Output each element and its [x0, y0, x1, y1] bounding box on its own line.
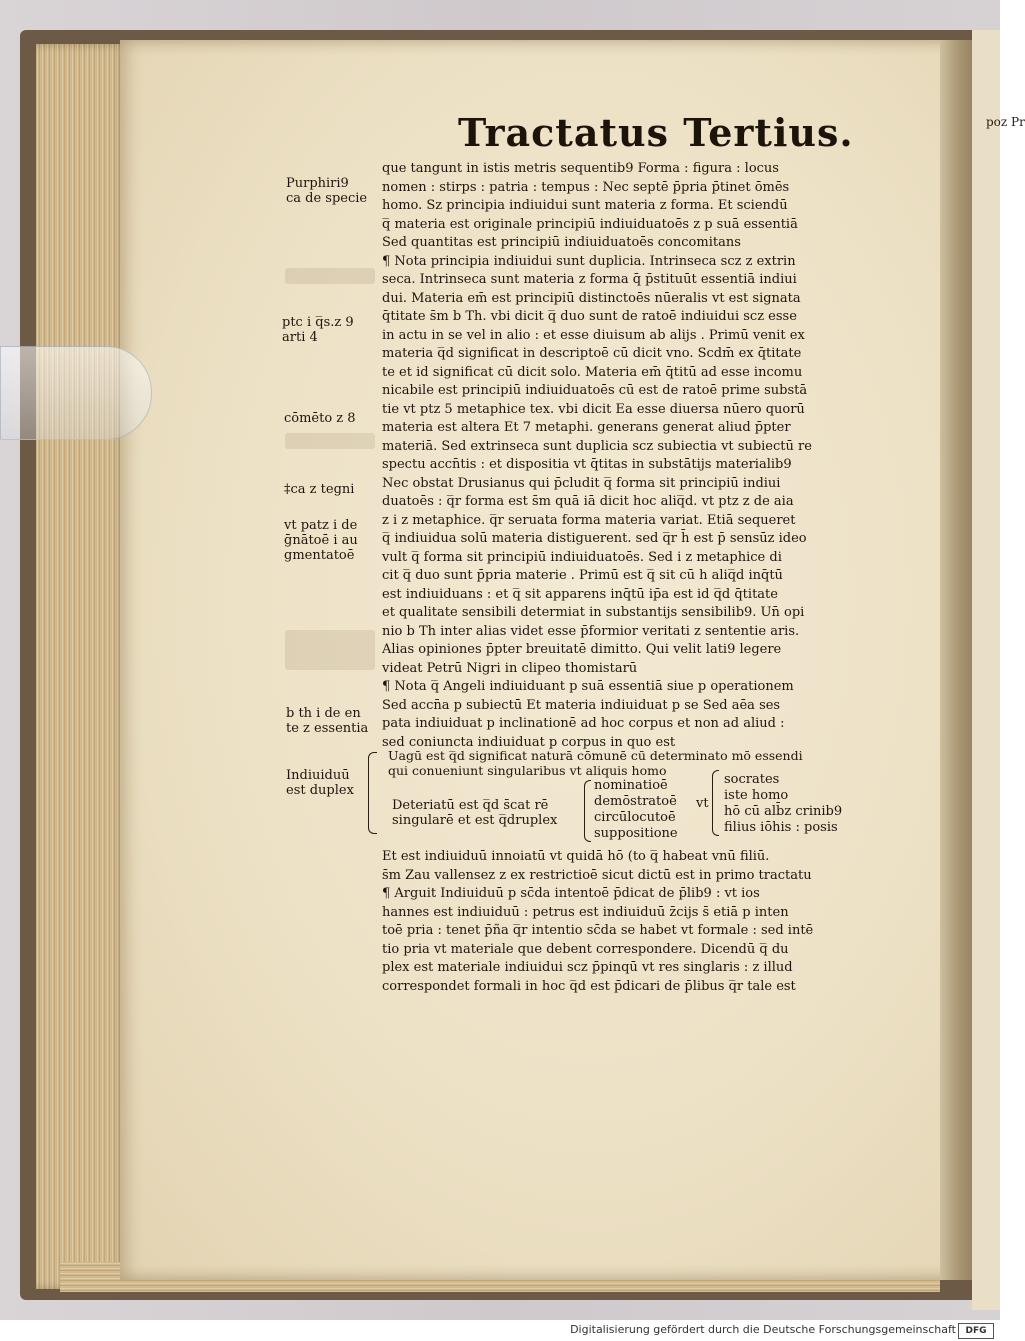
examples-list — [724, 772, 842, 836]
determinatum-definition — [392, 798, 557, 828]
text-line: q̄titate s̄m b Th. vbi dicit q̅ duo sunt de ratoē indiuidui scz esse — [382, 309, 797, 324]
modes-list — [594, 778, 678, 842]
text-line: tie vt ptz 5 metaphice tex. vbi dicit Ea esse diuersa nūero quorū — [382, 401, 805, 417]
text-line: q̅ materia est originale principiū indiuiduatoēs z p suā essentiā — [382, 216, 798, 232]
dfg-logo: DFG — [958, 1323, 994, 1339]
text-line: spectu accn̄tis : et dispositia vt q̄titas in substātijs materialib9 — [382, 457, 792, 472]
margin-note-line: Purphiri9 — [286, 176, 349, 191]
mode-item: suppositione — [594, 826, 678, 841]
bleed-through-mark — [285, 433, 375, 449]
determinatum-line: Deteriatū est q̅d s̄cat rē — [392, 798, 549, 813]
text-line: toē pria : tenet p̄ña q̅r intentio sc̄da se habet vt formale : sed intē — [382, 923, 814, 938]
text-line: materiā. Sed extrinseca sunt duplicia scz subiectia vt subiectū re — [382, 438, 812, 454]
text-line: pata indiuiduat p inclinationē ad hoc corpus et non ad aliud : — [382, 716, 785, 731]
text-line: z i z metaphice. q̅r seruata forma materia variat. Etiā sequeret — [382, 512, 796, 528]
text-line: correspondet formali in hoc q̅d est p̄dicari de p̄libus q̅r tale est — [382, 978, 796, 994]
margin-note-line: vt patz i de — [284, 518, 358, 533]
margin-note-5 — [284, 518, 358, 563]
bleed-through-mark — [285, 268, 375, 284]
example-item: filius iōhis : posis — [724, 820, 838, 835]
text-line: nomen : stirps : patria : tempus : Nec septē p̄pria p̄tinet ōmēs — [382, 179, 790, 195]
text-line: Et est indiuiduū innoiatū vt quidā hō (to q̅ habeat vnū filiū. — [382, 849, 770, 864]
text-line: videat Petrū Nigri in clipeo thomistarū — [382, 660, 638, 676]
determinatum-line: singularē et est q̅druplex — [392, 813, 558, 828]
text-line: et qualitate sensibili determiat in substantijs sensibilib9. Un̄ opi — [382, 605, 805, 620]
mode-item: nominatioē — [594, 778, 668, 793]
glass-page-weight — [0, 346, 152, 440]
division-diagram — [284, 748, 884, 848]
text-line: ¶ Nota principia indiuidui sunt duplicia. Intrinseca scz z extrin — [382, 253, 796, 269]
vagum-line: Uagū est q̅d significat naturā cōmunē cū determinato mō essendi — [388, 748, 803, 763]
text-line: q̅ indiuidua solū materia distiguerent. sed q̅r h̄ est p̄ sensūz ideo — [382, 531, 807, 546]
right-page-text: poz Pr — [986, 115, 1025, 129]
text-line: ¶ Arguit Indiuiduū p sc̄da intentoē p̄dicat de p̄lib9 : vt ios — [382, 886, 760, 901]
text-line: plex est materiale indiuidui scz p̄pinqū vt res singlaris : z illud — [382, 960, 793, 975]
margin-note-line: ca de specie — [286, 191, 368, 206]
text-line: homo. Sz principia indiuidui sunt materia z forma. Et sciendū — [382, 198, 788, 213]
margin-note-6 — [286, 706, 368, 736]
text-line: dui. Materia em̄ est principiū distinctoēs nūeralis vt est signata — [382, 290, 801, 306]
division-label-line: est duplex — [286, 783, 354, 798]
text-line: hannes est indiuiduū : petrus est indiuiduū z̄cijs s̄ etiā p inten — [382, 904, 789, 920]
text-line: Alias opiniones p̄pter breuitatē dimitto. Qui velit lati9 legere — [382, 642, 782, 657]
text-line: que tangunt in istis metris sequentib9 Forma : figura : locus — [382, 161, 779, 176]
margin-note-line: b th i de en — [286, 706, 361, 721]
text-line: sed coniuncta indiuiduat p corpus in quo est — [382, 734, 676, 750]
text-line: s̄m Zau vallensez z ex restrictioē sicut dictū est in primo tractatu — [382, 867, 812, 883]
page-title: Tractatus Tertius. — [458, 110, 854, 155]
modes-bracket — [584, 780, 591, 842]
text-line: Sed quantitas est principiū indiuiduatoēs concomitans — [382, 235, 741, 250]
text-line: est indiuiduans : et q̅ sit apparens inq̄tū ip̄a est id q̅d q̄titate — [382, 586, 778, 602]
margin-note-line: arti 4 — [282, 330, 318, 345]
page-edges-left — [36, 44, 128, 1289]
footer-bar — [0, 1320, 1000, 1341]
division-label-line: Indiuiduū — [286, 768, 350, 783]
bleed-through-mark — [285, 630, 375, 670]
text-line: ¶ Nota q̅ Angeli indiuiduant p suā essentiā siue p operationem — [382, 679, 794, 694]
text-line: in actu in se vel in alio : et esse diuisum ab alijs . Primū venit ex — [382, 327, 805, 343]
vt-word: vt — [696, 796, 709, 811]
division-label — [286, 768, 354, 798]
lower-text-column — [382, 848, 864, 996]
text-line: tio pria vt materiale que debent correspondere. Dicendū q̅ du — [382, 941, 789, 957]
mode-item: circūlocutoē — [594, 810, 676, 825]
division-bracket — [368, 752, 377, 834]
text-line: Nec obstat Drusianus qui p̄cludit q̅ forma sit principiū indiui — [382, 475, 781, 491]
text-line: nio b Th inter alias videt esse p̄formior veritati z sententie aris. — [382, 623, 800, 639]
example-item: iste homo — [724, 788, 789, 803]
text-line: materia est altera Et 7 metaphi. generans generat aliud p̄pter — [382, 420, 791, 435]
margin-note-1 — [286, 176, 367, 206]
text-line: Sed accn̄a p subiectū Et materia indiuiduat p se Sed aēa ses — [382, 697, 781, 713]
margin-note-line: ‡ca z tegni — [284, 482, 355, 497]
funding-credit: Digitalisierung gefördert durch die Deutsche Forschungsgemeinschaft — [570, 1323, 956, 1336]
mode-item: demōstratoē — [594, 794, 677, 809]
text-line: te et id significat cū dicit solo. Materia em̄ q̄titū ad esse incomu — [382, 364, 803, 380]
vagum-line: qui conueniunt singularibus vt aliquis homo — [388, 763, 667, 778]
margin-note-line: ḡnātoē i au — [284, 533, 358, 548]
example-item: hō cū alb̄z crinib9 — [724, 804, 843, 819]
text-line: nicabile est principiū indiuiduatoēs cū est de ratoē prime substā — [382, 383, 808, 398]
margin-note-2 — [282, 315, 354, 345]
main-text-column — [382, 160, 864, 752]
example-item: socrates — [724, 772, 780, 787]
text-line: duatoēs : q̅r forma est s̄m quā iā dicit hoc aliq̅d. vt ptz z de aia — [382, 494, 794, 509]
text-line: materia q̅d significat in descriptoē cū dicit vno. Scdm̄ ex q̄titate — [382, 346, 802, 361]
examples-bracket — [712, 770, 719, 836]
margin-note-line: cōmēto z 8 — [284, 411, 356, 426]
margin-note-line: ptc i q̅s.z 9 — [282, 315, 354, 330]
margin-note-line: te z essentia — [286, 721, 369, 736]
margin-note-4 — [284, 482, 354, 497]
text-line: seca. Intrinseca sunt materia z forma q̄ p̄stituūt essentiā indiui — [382, 272, 797, 287]
margin-note-line: gmentatoē — [284, 548, 355, 563]
text-line: cit q̅ duo sunt p̄pria materie . Primū est q̅ sit cū h aliq̅d inq̄tū — [382, 568, 783, 583]
margin-note-3 — [284, 411, 356, 426]
text-line: vult q̅ forma sit principiū indiuiduatoēs. Sed i z metaphice di — [382, 549, 782, 565]
